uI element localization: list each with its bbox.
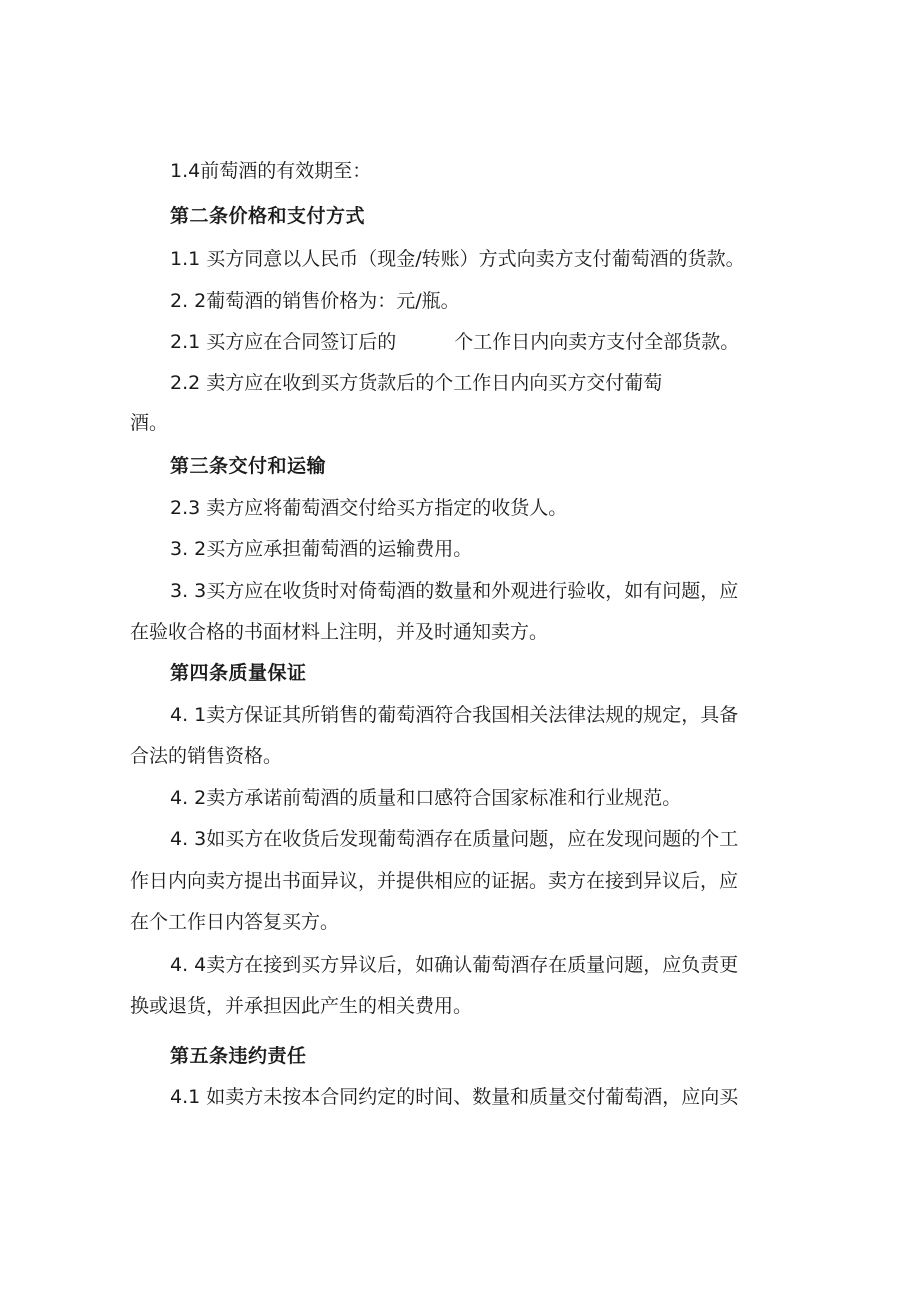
section-heading-3: 第三条交付和运输 xyxy=(170,455,327,477)
clause-4-2: 4. 2卖方承诺前萄酒的质量和口感符合国家标准和行业规范。 xyxy=(170,787,682,809)
clause-5-4-1: 4.1 如卖方未按本合同约定的时间、数量和质量交付葡萄酒，应向买 xyxy=(170,1086,739,1108)
section-heading-4: 第四条质量保证 xyxy=(170,662,307,684)
clause-4-4: 4. 4卖方在接到买方异议后，如确认葡萄酒存在质量问题，应负责更 xyxy=(170,954,739,976)
clause-4-3: 4. 3如买方在收货后发现葡萄酒存在质量问题，应在发现问题的个工 xyxy=(170,828,739,850)
clause-1-4: 1.4前萄酒的有效期至： xyxy=(170,160,372,182)
clause-4-3-cont-2: 在个工作日内答复买方。 xyxy=(130,911,340,933)
clause-2-2-cont: 酒。 xyxy=(130,412,169,434)
clause-2-3: 2.3 卖方应将葡萄酒交付给买方指定的收货人。 xyxy=(170,497,568,519)
clause-4-1-cont: 合法的销售资格。 xyxy=(130,745,283,767)
clause-2-1-part-b: 个工作日内向卖方支付全部货款。 xyxy=(454,331,740,353)
clause-2-2-price: 2. 2葡萄酒的销售价格为：元/瓶。 xyxy=(170,290,460,312)
clause-2-1 xyxy=(170,330,790,354)
clause-1-1: 1.1 买方同意以人民币（现金/转账）方式向卖方支付葡萄酒的货款。 xyxy=(170,248,745,270)
clause-2-1-part-a: 2.1 买方应在合同签订后的 xyxy=(170,331,397,353)
clause-4-1: 4. 1卖方保证其所销售的葡萄酒符合我国相关法律法规的规定，具备 xyxy=(170,704,739,726)
clause-4-4-cont: 换或退货，并承担因此产生的相关费用。 xyxy=(130,995,473,1017)
clause-3-2: 3. 2买方应承担葡萄酒的运输费用。 xyxy=(170,538,473,560)
section-heading-5: 第五条违约责任 xyxy=(170,1045,307,1067)
section-heading-2: 第二条价格和支付方式 xyxy=(170,205,366,227)
clause-3-3: 3. 3买方应在收货时对倚萄酒的数量和外观进行验收，如有问题，应 xyxy=(170,580,739,602)
clause-3-3-cont: 在验收合格的书面材料上注明，并及时通知卖方。 xyxy=(130,621,549,643)
clause-4-3-cont-1: 作日内向卖方提出书面异议，并提供相应的证据。卖方在接到异议后，应 xyxy=(130,870,739,892)
clause-2-2-delivery: 2.2 卖方应在收到买方货款后的个工作日内向买方交付葡萄 xyxy=(170,372,663,394)
